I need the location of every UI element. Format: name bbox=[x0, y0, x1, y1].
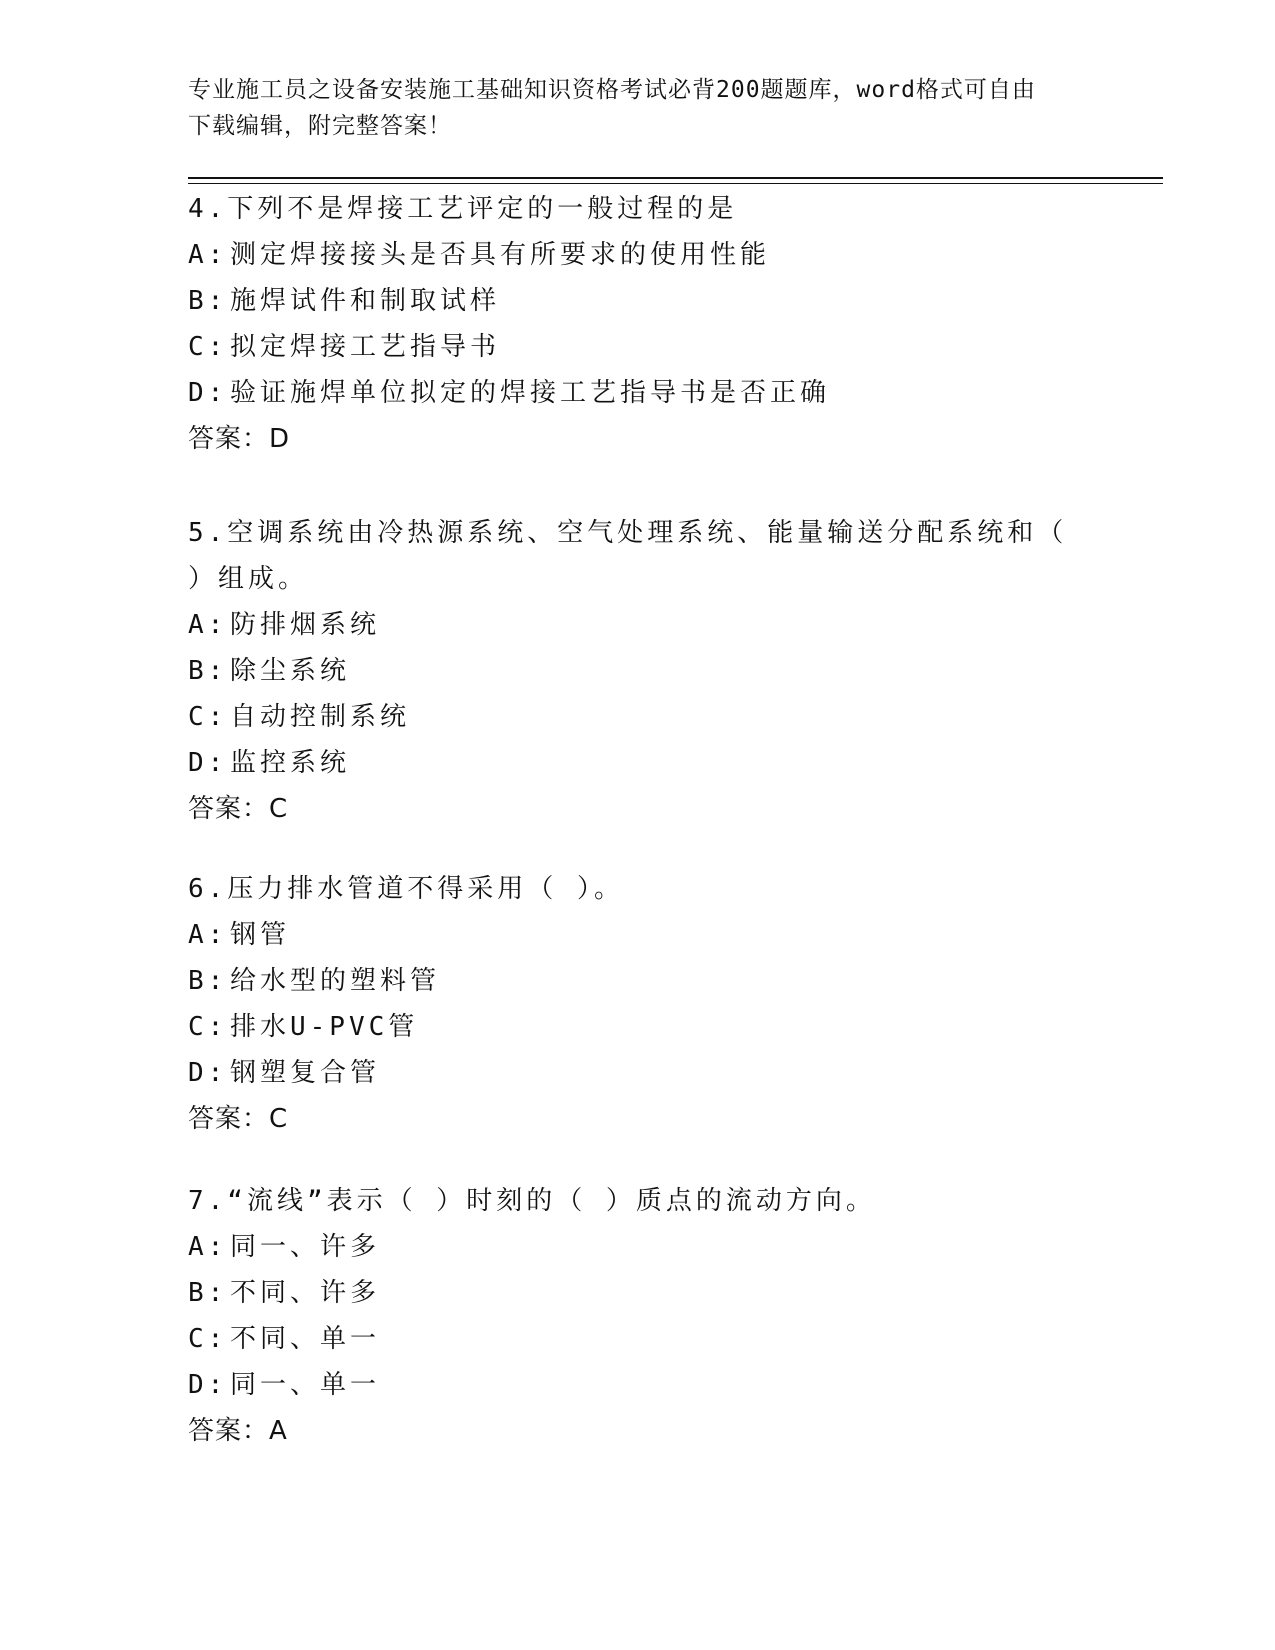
option-b bbox=[188, 278, 1088, 324]
option-key: D: bbox=[188, 1370, 228, 1400]
option-text: 钢塑复合管 bbox=[230, 1058, 381, 1088]
option-key: C: bbox=[188, 702, 228, 732]
option-text: 拟定焊接工艺指导书 bbox=[230, 332, 501, 362]
answer-line: 答案：A bbox=[188, 1416, 288, 1446]
option-c bbox=[188, 694, 1088, 740]
option-key: A: bbox=[188, 1232, 228, 1262]
option-c bbox=[188, 324, 1088, 370]
option-key: B: bbox=[188, 286, 228, 316]
option-b bbox=[188, 958, 1088, 1004]
option-text: 自动控制系统 bbox=[230, 702, 411, 732]
question-stem: 6.压力排水管道不得采用（ ）。 bbox=[188, 874, 624, 904]
option-text: 给水型的塑料管 bbox=[230, 966, 441, 996]
option-a bbox=[188, 1224, 1088, 1270]
option-key: C: bbox=[188, 1324, 228, 1354]
option-key: D: bbox=[188, 378, 228, 408]
option-b bbox=[188, 1270, 1088, 1316]
option-key: B: bbox=[188, 966, 228, 996]
option-text: 防排烟系统 bbox=[230, 610, 381, 640]
option-text: 验证施焊单位拟定的焊接工艺指导书是否正确 bbox=[230, 378, 831, 408]
question-7 bbox=[188, 1178, 1088, 1454]
answer-line: 答案：C bbox=[188, 1104, 289, 1134]
document-header bbox=[188, 72, 1088, 144]
header-divider-thick bbox=[188, 177, 1163, 179]
header-divider-thin bbox=[188, 183, 1163, 184]
option-text: 施焊试件和制取试样 bbox=[230, 286, 501, 316]
option-key: B: bbox=[188, 1278, 228, 1308]
header-line-1: 专业施工员之设备安装施工基础知识资格考试必背200题题库，word格式可自由 bbox=[188, 77, 1036, 103]
question-stem: 4.下列不是焊接工艺评定的一般过程的是 bbox=[188, 194, 738, 224]
option-d bbox=[188, 740, 1088, 786]
option-c bbox=[188, 1004, 1088, 1050]
answer-line: 答案：C bbox=[188, 794, 289, 824]
option-key: D: bbox=[188, 1058, 228, 1088]
question-stem: 7.“流线”表示（ ）时刻的（ ）质点的流动方向。 bbox=[188, 1186, 876, 1216]
option-d bbox=[188, 1362, 1088, 1408]
option-text: 同一、单一 bbox=[230, 1370, 381, 1400]
option-text: 测定焊接接头是否具有所要求的使用性能 bbox=[230, 240, 771, 270]
option-b bbox=[188, 648, 1088, 694]
question-4 bbox=[188, 186, 1088, 462]
option-a bbox=[188, 232, 1088, 278]
question-6 bbox=[188, 866, 1088, 1142]
option-text: 钢管 bbox=[230, 920, 291, 950]
answer-line: 答案：D bbox=[188, 424, 291, 454]
option-c bbox=[188, 1316, 1088, 1362]
option-text: 除尘系统 bbox=[230, 656, 351, 686]
option-text: 监控系统 bbox=[230, 748, 351, 778]
option-d bbox=[188, 1050, 1088, 1096]
header-line-2: 下载编辑，附完整答案！ bbox=[188, 113, 452, 139]
option-text: 排水U-PVC管 bbox=[230, 1012, 419, 1042]
option-key: B: bbox=[188, 656, 228, 686]
option-text: 不同、单一 bbox=[230, 1324, 381, 1354]
question-stem: 5.空调系统由冷热源系统、空气处理系统、能量输送分配系统和（ ）组成。 bbox=[188, 518, 1068, 594]
option-text: 不同、许多 bbox=[230, 1278, 381, 1308]
option-key: A: bbox=[188, 920, 228, 950]
option-a bbox=[188, 912, 1088, 958]
option-a bbox=[188, 602, 1088, 648]
option-text: 同一、许多 bbox=[230, 1232, 381, 1262]
question-5 bbox=[188, 510, 1088, 832]
option-key: D: bbox=[188, 748, 228, 778]
option-key: C: bbox=[188, 332, 228, 362]
option-key: A: bbox=[188, 610, 228, 640]
option-d bbox=[188, 370, 1088, 416]
option-key: C: bbox=[188, 1012, 228, 1042]
option-key: A: bbox=[188, 240, 228, 270]
